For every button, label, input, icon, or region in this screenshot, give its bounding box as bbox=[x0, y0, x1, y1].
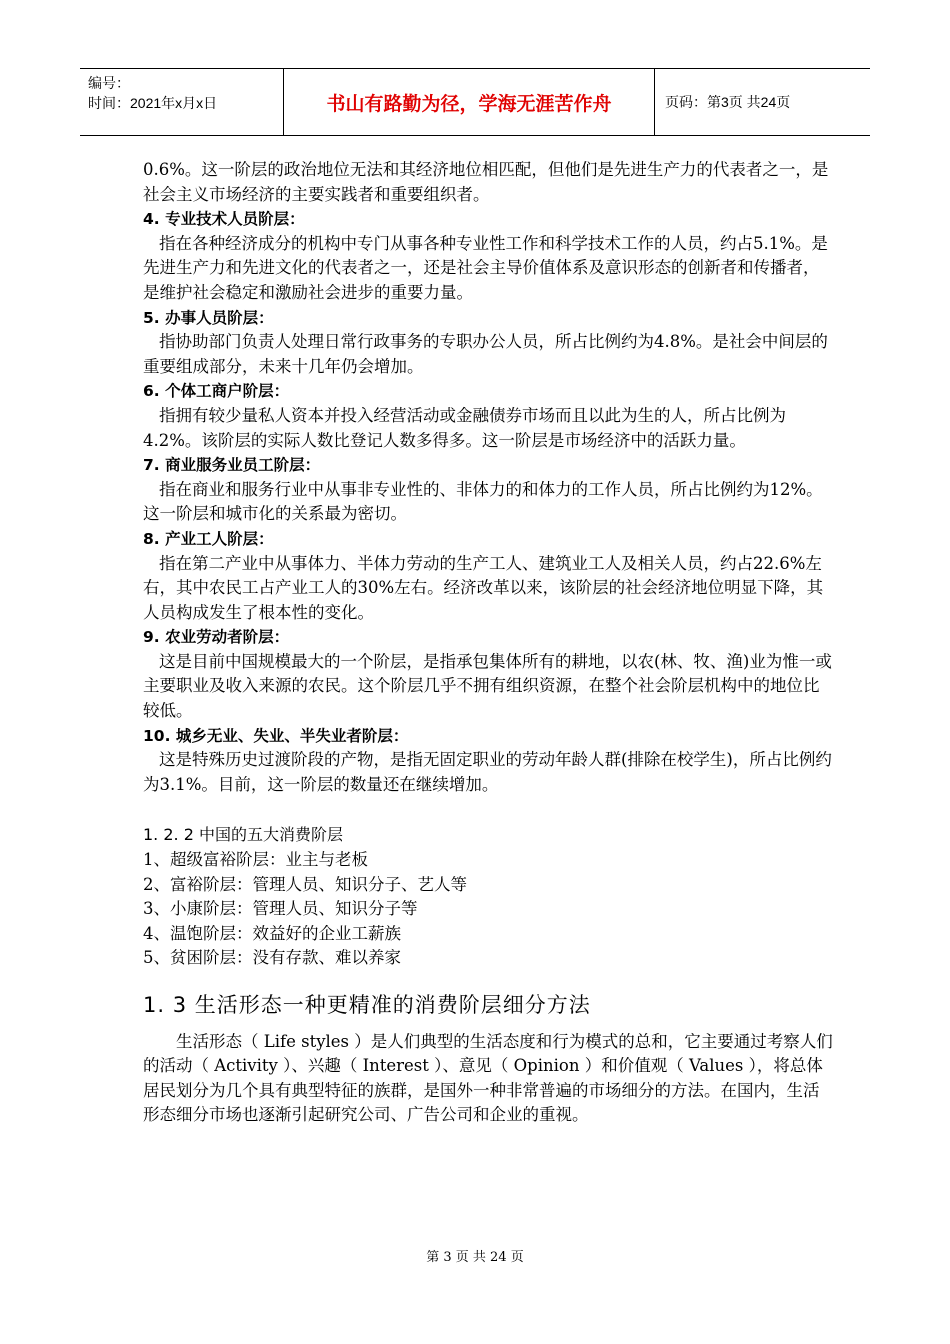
paragraph: 指在第二产业中从事体力、半体力劳动的生产工人、建筑业工人及相关人员，约占22.6%左右，其中农民工占产业工人的30%左右。经济改革以来，该阶层的社会经济地位明显下降，其人员构成发生了根本性的变化。 bbox=[143, 553, 824, 622]
time-label: 时间：2021年x月x日 bbox=[88, 95, 218, 111]
header-page-info: 页码：第3页 共24页 bbox=[665, 94, 791, 110]
header-meta bbox=[80, 69, 283, 135]
heading: 8. 产业工人阶层： bbox=[143, 529, 274, 548]
paragraph: 指拥有较少量私人资本并投入经营活动或金融债券市场而且以此为生的人，所占比例为4.2%。该阶层的实际人数比登记人数多得多。这一阶层是市场经济中的活跃力量。 bbox=[143, 405, 786, 450]
paragraph: 0.6%。这一阶层的政治地位无法和其经济地位相匹配，但他们是先进生产力的代表者之一，是社会主义市场经济的主要实践者和重要组织者。 bbox=[143, 160, 829, 204]
paragraph: 这是目前中国规模最大的一个阶层，是指承包集体所有的耕地，以农(林、牧、渔)业为惟一或主要职业及收入来源的农民。这个阶层几乎不拥有组织资源，在整个社会阶层机构中的地位比较低。 bbox=[143, 651, 832, 721]
body-blocks bbox=[143, 158, 833, 797]
code-label: 编号： bbox=[88, 75, 130, 91]
subsection-title: 1. 2. 2 中国的五大消费阶层 bbox=[143, 825, 343, 845]
list-item: 5、贫困阶层：没有存款、难以养家 bbox=[143, 948, 401, 968]
paragraph: 指在各种经济成分的机构中专门从事各种专业性工作和科学技术工作的人员，约占5.1%。是先进生产力和先进文化的代表者之一，还是社会主导价值体系及意识形态的创新者和传播者，是维护社会稳定和激励社会进步的重要力量。 bbox=[143, 233, 828, 302]
page-header bbox=[80, 68, 870, 136]
heading: 9. 农业劳动者阶层： bbox=[143, 628, 290, 647]
list-item: 2、富裕阶层：管理人员、知识分子、艺人等 bbox=[143, 874, 467, 894]
heading: 6. 个体工商户阶层： bbox=[143, 382, 290, 401]
heading: 10. 城乡无业、失业、半失业者阶层： bbox=[143, 726, 409, 745]
section-title: 1. 3 生活形态一种更精准的消费阶层细分方法 bbox=[143, 993, 591, 1017]
list-item: 1、超级富裕阶层：业主与老板 bbox=[143, 850, 368, 870]
paragraph: 这是特殊历史过渡阶段的产物，是指无固定职业的劳动年龄人群(排除在校学生)，所占比例约为3.1%。目前，这一阶层的数量还在继续增加。 bbox=[143, 750, 832, 794]
paragraph: 指在商业和服务行业中从事非专业性的、非体力的和体力的工作人员，所占比例约为12%。这一阶层和城市化的关系最为密切。 bbox=[143, 479, 823, 524]
header-motto: 书山有路勤为径，学海无涯苦作舟 bbox=[283, 69, 655, 135]
consumption-class-list bbox=[143, 848, 833, 971]
heading: 5. 办事人员阶层： bbox=[143, 308, 274, 327]
paragraph: 指协助部门负责人处理日常行政事务的专职办公人员，所占比例约为4.8%。是社会中间层的重要组成部分，未来十几年仍会增加。 bbox=[143, 332, 828, 376]
page-footer: 第 3 页 共 24 页 bbox=[426, 1250, 524, 1265]
section-paragraph: 生活形态（ Life styles ）是人们典型的生活态度和行为模式的总和，它主要通过考察人们的活动（ Activity ）、兴趣（ Interest ）、意见（ Opinion ）和价值观（ Values ），将总体居民划分为几个具有典型特征的族群，是国外一种非常普遍的市场细分的方法。在国内，生活形态细分市场也逐渐引起研究公司、广告公司和企业的重视。 bbox=[143, 1031, 833, 1125]
heading: 4. 专业技术人员阶层： bbox=[143, 210, 305, 229]
heading: 7. 商业服务业员工阶层： bbox=[143, 456, 321, 475]
list-item: 3、小康阶层：管理人员、知识分子等 bbox=[143, 899, 418, 919]
document-body bbox=[143, 158, 833, 1128]
list-item: 4、温饱阶层：效益好的企业工薪族 bbox=[143, 923, 401, 943]
